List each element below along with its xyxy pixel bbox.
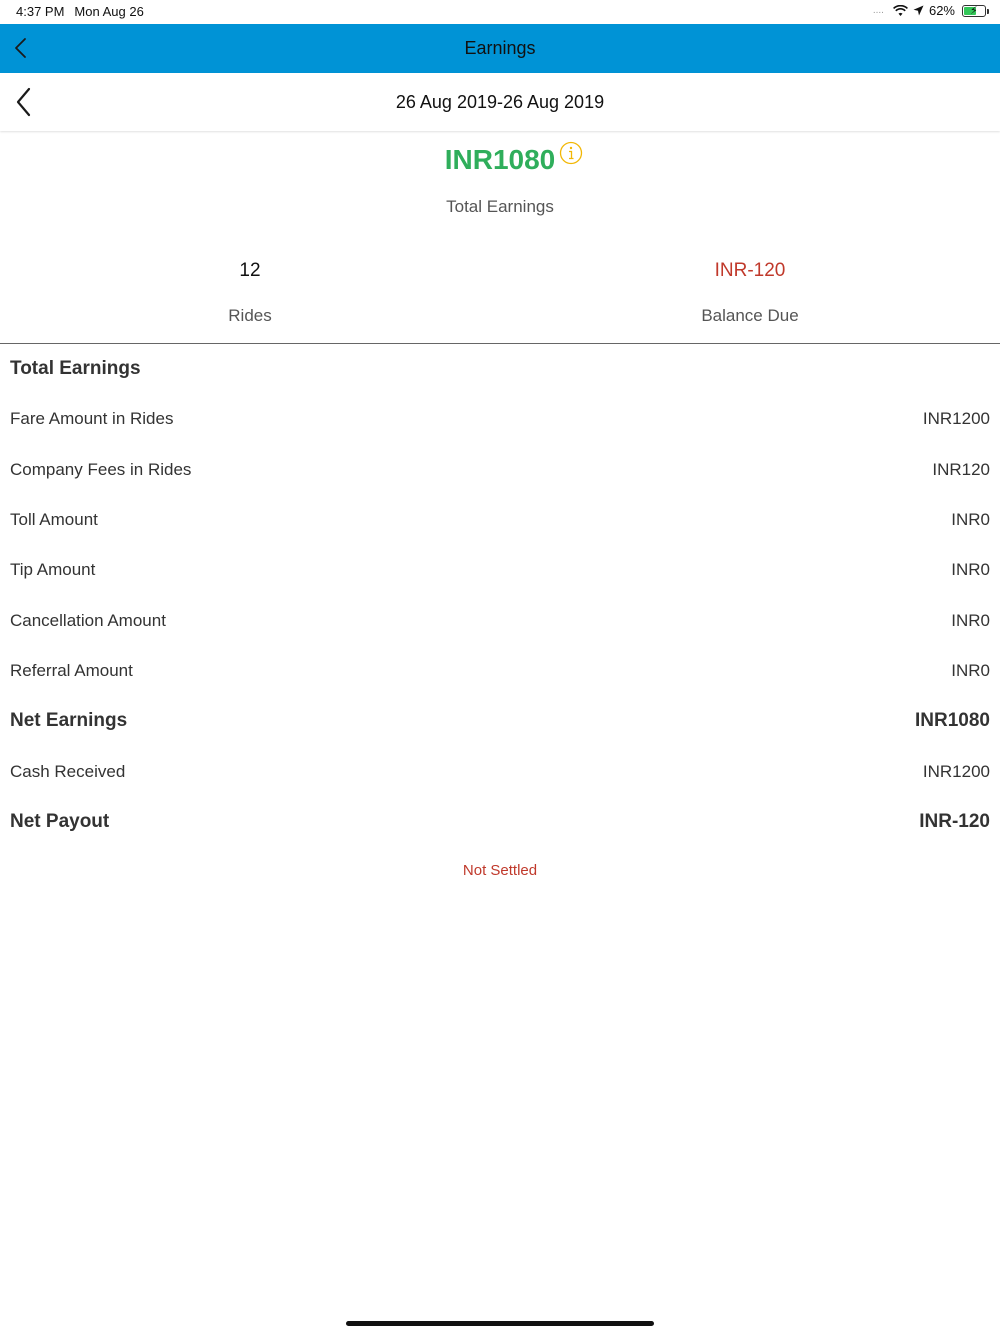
row-label: Net Payout [10, 810, 110, 832]
charging-bolt-icon: ⚡ [970, 4, 978, 17]
row-value: INR120 [932, 459, 990, 479]
row-value: INR1200 [922, 409, 990, 429]
rides-count: 12 [239, 260, 261, 281]
row-value: INR0 [951, 510, 990, 530]
row-label: Cancellation Amount [10, 610, 166, 630]
balance-due-stat [500, 260, 1000, 326]
settlement-status: Not Settled [462, 862, 538, 879]
breakdown-row [0, 646, 1000, 696]
info-icon[interactable] [559, 141, 583, 165]
row-value: INR-120 [919, 810, 990, 832]
row-label: Toll Amount [10, 510, 98, 530]
row-label: Tip Amount [10, 560, 96, 580]
row-label: Net Earnings [10, 710, 128, 732]
breakdown-row [0, 545, 1000, 595]
wifi-icon [893, 5, 908, 17]
signal-dots: .... [872, 5, 884, 16]
battery-percent: 62% [928, 3, 955, 18]
breakdown-row [0, 495, 1000, 545]
home-indicator[interactable] [346, 1321, 654, 1326]
row-value: INR0 [951, 610, 990, 630]
earnings-breakdown [0, 344, 1000, 847]
row-label: Cash Received [10, 761, 126, 781]
date-range-header [0, 73, 1000, 131]
total-earnings-value: INR1080 [444, 144, 556, 175]
breakdown-row [0, 696, 1000, 746]
balance-due-value: INR-120 [714, 260, 786, 281]
row-label: Referral Amount [10, 660, 133, 680]
status-time: 4:37 PM [16, 4, 65, 19]
row-label: Total Earnings [10, 358, 141, 380]
breakdown-row [0, 595, 1000, 645]
row-label: Company Fees in Rides [10, 459, 192, 479]
breakdown-row [0, 445, 1000, 495]
row-value: INR0 [951, 660, 990, 680]
total-earnings-label: Total Earnings [446, 197, 554, 216]
row-value: INR1080 [915, 710, 990, 732]
battery-icon [962, 5, 986, 17]
status-left [16, 4, 144, 19]
breakdown-row [0, 394, 1000, 444]
nav-title: Earnings [464, 38, 536, 58]
rides-label: Rides [228, 306, 272, 325]
breakdown-row [0, 797, 1000, 847]
row-label: Fare Amount in Rides [10, 409, 174, 429]
location-icon [913, 5, 924, 16]
breakdown-row [0, 344, 1000, 394]
status-date: Mon Aug 26 [74, 4, 144, 19]
balance-due-label: Balance Due [701, 306, 799, 325]
date-range-text: 26 Aug 2019-26 Aug 2019 [395, 92, 605, 112]
breakdown-row [0, 746, 1000, 796]
status-bar [0, 0, 1000, 24]
status-right [873, 3, 986, 18]
nav-bar [0, 24, 1000, 73]
row-value: INR0 [951, 560, 990, 580]
total-earnings-amount [0, 144, 1000, 176]
row-value: INR1200 [922, 761, 990, 781]
rides-stat [0, 260, 500, 326]
